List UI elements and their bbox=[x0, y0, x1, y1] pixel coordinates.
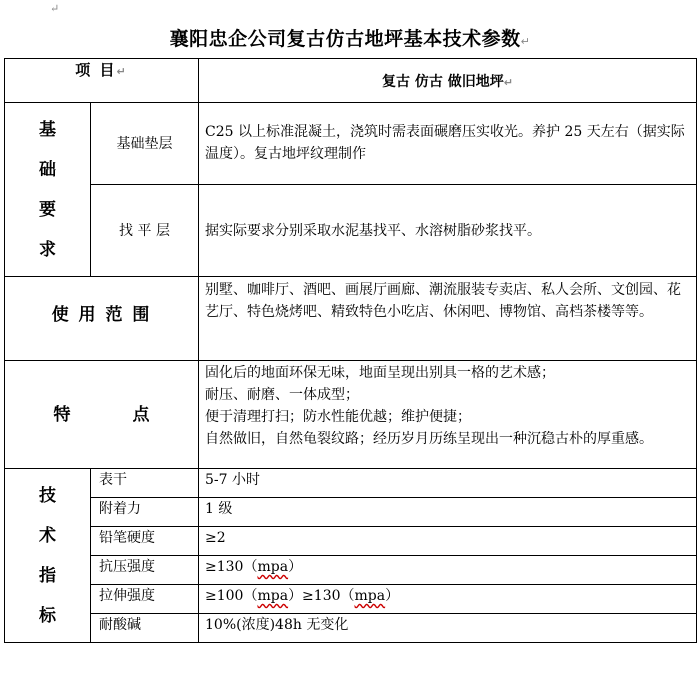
table-row bbox=[5, 103, 697, 185]
usage-desc: 别墅、咖啡厅、酒吧、画展厅画廊、潮流服装专卖店、私人会所、文创园、花艺厅、特色烧烤吧、精致特色小吃店、休闲吧、博物馆、高档茶楼等等。 bbox=[205, 282, 682, 320]
header-product-cell: 复古 仿古 做旧地坪↵ bbox=[199, 59, 697, 103]
category-char: 础 bbox=[39, 159, 56, 180]
base-row-desc: C25 以上标准混凝土，浇筑时需表面碾磨压实收光。养护 25 天左右（据实际温度）。复古地坪纹理制作 bbox=[205, 124, 685, 162]
category-char: 指 bbox=[39, 565, 56, 586]
paragraph-mark: ↵ bbox=[50, 2, 60, 15]
base-category-cell bbox=[5, 103, 91, 277]
category-char: 要 bbox=[39, 199, 56, 220]
table-row bbox=[5, 585, 697, 614]
tech-param-value: 5-7 小时 bbox=[199, 469, 697, 498]
table-row bbox=[5, 469, 697, 498]
tech-param-value: 10%(浓度)48h 无变化 bbox=[199, 614, 697, 643]
header-product-label: 复古 仿古 做旧地坪 bbox=[382, 74, 504, 90]
tech-param-value: ≥130（mpa） bbox=[199, 556, 697, 585]
category-char: 技 bbox=[39, 485, 56, 506]
table-row bbox=[5, 185, 697, 277]
tech-param-name: 拉伸强度 bbox=[91, 585, 199, 614]
header-item-label: 项 目 bbox=[75, 61, 117, 79]
base-row-name-cell bbox=[91, 185, 199, 277]
spec-table bbox=[4, 58, 697, 643]
tech-param-name: 铅笔硬度 bbox=[91, 527, 199, 556]
usage-label: 使 用 范 围 bbox=[51, 304, 152, 325]
feature-line: 固化后的地面环保无味，地面呈现出别具一格的艺术感； bbox=[205, 365, 556, 381]
category-char: 基 bbox=[39, 119, 56, 140]
tech-param-value: 1 级 bbox=[199, 498, 697, 527]
table-row bbox=[5, 527, 697, 556]
feature-line: 耐压、耐磨、一体成型； bbox=[205, 387, 360, 403]
header-item-cell: 项 目↵ bbox=[5, 59, 199, 103]
table-header-row bbox=[5, 59, 697, 103]
category-char: 术 bbox=[39, 525, 56, 546]
base-row-name: 找 平 层 bbox=[119, 222, 170, 239]
tech-param-name: 附着力 bbox=[91, 498, 199, 527]
page-title bbox=[0, 24, 700, 51]
features-desc-cell bbox=[199, 361, 697, 469]
table-row bbox=[5, 498, 697, 527]
usage-category-cell bbox=[5, 277, 199, 361]
base-row-desc: 据实际要求分别采取水泥基找平、水溶树脂砂浆找平。 bbox=[205, 222, 542, 239]
features-category-cell bbox=[5, 361, 199, 469]
tech-param-value: ≥2 bbox=[199, 527, 697, 556]
title-text: 襄阳忠企公司复古仿古地坪基本技术参数 bbox=[169, 28, 521, 50]
features-label-right: 点 bbox=[132, 404, 150, 425]
tech-param-name: 表干 bbox=[91, 469, 199, 498]
table-row bbox=[5, 277, 697, 361]
feature-line: 便于清理打扫；防水性能优越；维护便捷； bbox=[205, 409, 472, 425]
features-label-left: 特 bbox=[53, 404, 71, 425]
category-char: 标 bbox=[39, 605, 56, 626]
table-row bbox=[5, 556, 697, 585]
base-row-name-cell bbox=[91, 103, 199, 185]
base-row-name: 基础垫层 bbox=[116, 135, 173, 152]
base-row-desc-cell bbox=[199, 103, 697, 185]
category-char: 求 bbox=[39, 239, 56, 260]
tech-category-cell bbox=[5, 469, 91, 643]
feature-line: 自然做旧，自然龟裂纹路；经历岁月历练呈现出一种沉稳古朴的厚重感。 bbox=[205, 431, 654, 447]
tech-param-value: ≥100（mpa）≥130（mpa） bbox=[199, 585, 697, 614]
tech-param-name: 抗压强度 bbox=[91, 556, 199, 585]
paragraph-mark: ↵ bbox=[520, 35, 531, 48]
table-row bbox=[5, 361, 697, 469]
table-row bbox=[5, 614, 697, 643]
base-row-desc-cell bbox=[199, 185, 697, 277]
tech-param-name: 耐酸碱 bbox=[91, 614, 199, 643]
usage-desc-cell bbox=[199, 277, 697, 361]
